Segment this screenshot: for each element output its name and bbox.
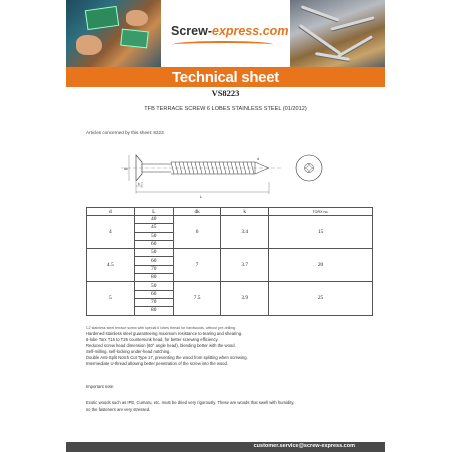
cell-L: 50 bbox=[134, 249, 173, 257]
cell-k: 3.4 bbox=[221, 216, 269, 249]
cell-torx: 15 bbox=[269, 216, 373, 249]
description-line: 6-lobe Torx T15 to T25 countersunk head, for better screwing efficiency. bbox=[86, 337, 219, 342]
logo-area bbox=[161, 0, 290, 67]
cell-dk: 7.5 bbox=[173, 282, 221, 315]
customer-service-email[interactable]: customer.service@screw-express.com bbox=[253, 443, 355, 449]
screws-photo bbox=[290, 0, 385, 67]
product-reference: VS8223 bbox=[211, 88, 240, 98]
cell-L: 60 bbox=[134, 257, 173, 265]
table-row bbox=[87, 282, 373, 290]
cell-dk: 6 bbox=[173, 216, 221, 249]
cell-L: 80 bbox=[134, 307, 173, 315]
important-note-line: Exotic woods such as IPE, Cumaru, etc. must be dried very rigorously. These are woods that swell with humidity, bbox=[86, 400, 295, 405]
cell-k: 3.9 bbox=[221, 282, 269, 315]
technical-sheet-bar bbox=[66, 67, 385, 87]
description-line: Hardened stainless steel guaranteeing maximum resistance to tearing and shearing. bbox=[86, 331, 243, 336]
description-line: Double Anti-Split Notch Cut Type 17, preventing the wood from splitting when screwing. bbox=[86, 355, 248, 360]
important-note-label: Important note: bbox=[86, 384, 115, 389]
col-header-d: d bbox=[87, 208, 135, 216]
cell-L: 40 bbox=[134, 216, 173, 224]
workshop-photo bbox=[66, 0, 161, 67]
dim-label-k: k bbox=[138, 182, 140, 186]
cell-L: 80 bbox=[134, 274, 173, 282]
dim-label-d: d bbox=[257, 157, 259, 161]
description-line: Intermediate U-thread allowing better penetration of the screw into the wood. bbox=[86, 361, 228, 366]
important-note-text bbox=[86, 400, 376, 413]
important-note-line: so the fasteners are very stressed. bbox=[86, 406, 151, 412]
cell-L: 60 bbox=[134, 290, 173, 298]
site-logo[interactable] bbox=[171, 24, 288, 38]
product-subtitle: TFB TERRACE SCREW 6 LOBES STAINLESS STEEL (01/2012) bbox=[144, 106, 307, 112]
col-header-torx: TORX no. bbox=[269, 208, 373, 216]
description-intro: C2 stainless steel terrace screw with special 6 lobes thread for hardwoods, without pre-drilling. bbox=[86, 326, 237, 330]
articles-concerned: Articles concerned by this sheet: 8223 bbox=[86, 130, 164, 135]
cell-torx: 20 bbox=[269, 249, 373, 282]
description-line: Reduced screw head dimension (60° angle head), blending better with the wood. bbox=[86, 343, 236, 348]
dim-label-L: L bbox=[199, 194, 203, 199]
cell-L: 60 bbox=[134, 240, 173, 248]
logo-text-part1: Screw- bbox=[171, 24, 212, 38]
footer-bar bbox=[66, 442, 385, 452]
logo-text-part2: express.com bbox=[212, 24, 289, 38]
cell-L: 50 bbox=[134, 232, 173, 240]
table-header-row bbox=[87, 208, 373, 216]
cell-d: 4.5 bbox=[87, 249, 135, 282]
col-header-k: k bbox=[221, 208, 269, 216]
cell-d: 4 bbox=[87, 216, 135, 249]
page-title: Technical sheet bbox=[172, 68, 279, 86]
col-header-dk: dk bbox=[173, 208, 221, 216]
table-row bbox=[87, 216, 373, 224]
cell-torx: 25 bbox=[269, 282, 373, 315]
screw-technical-drawing bbox=[81, 142, 331, 202]
cell-k: 3.7 bbox=[221, 249, 269, 282]
col-header-L: L bbox=[134, 208, 173, 216]
cell-L: 70 bbox=[134, 265, 173, 273]
header-banner bbox=[66, 0, 385, 67]
cell-L: 70 bbox=[134, 298, 173, 306]
product-description bbox=[86, 325, 376, 367]
torx-drive-icon bbox=[305, 164, 313, 172]
technical-sheet-page bbox=[66, 0, 385, 452]
cell-L: 50 bbox=[134, 282, 173, 290]
dim-label-dk: dk bbox=[124, 167, 128, 171]
dimensions-table bbox=[86, 207, 373, 316]
logo-swoosh bbox=[173, 41, 273, 48]
table-row bbox=[87, 249, 373, 257]
cell-L: 45 bbox=[134, 224, 173, 232]
description-line: Self-milling, self-locking under-head notching. bbox=[86, 349, 171, 354]
cell-d: 5 bbox=[87, 282, 135, 315]
cell-dk: 7 bbox=[173, 249, 221, 282]
